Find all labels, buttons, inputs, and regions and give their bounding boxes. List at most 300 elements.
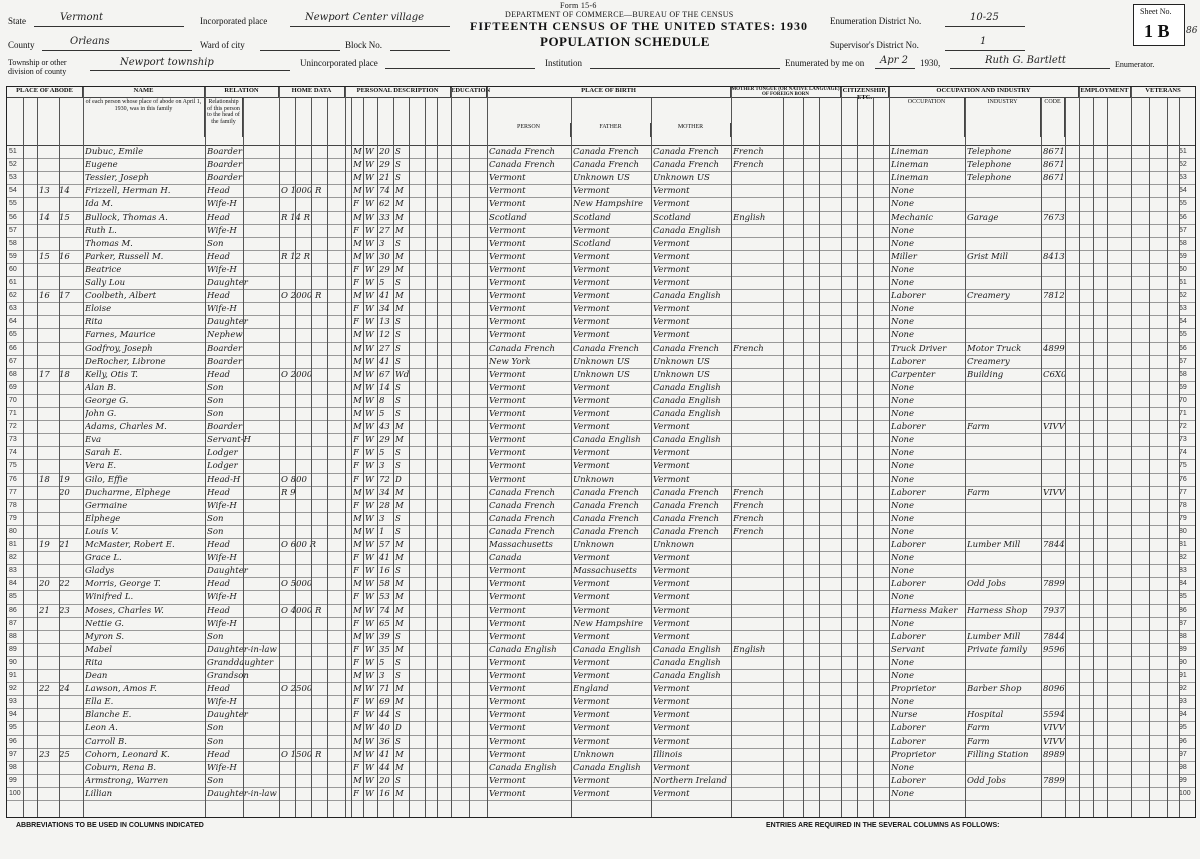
cell-mother: Vermont <box>653 579 690 590</box>
cell-rel: Head <box>207 251 230 262</box>
cell-sex: F <box>353 697 359 708</box>
cell-birth: Vermont <box>489 605 526 616</box>
county-label: County <box>8 40 35 50</box>
cell-n: 69 <box>9 383 17 391</box>
cell-birth: Vermont <box>489 395 526 406</box>
column-divider <box>437 98 438 817</box>
cell-dw <box>39 487 57 499</box>
cell-tongue <box>733 474 783 486</box>
cell-code: 7937 <box>1043 605 1065 616</box>
cell-home <box>281 644 343 656</box>
table-row <box>7 251 1195 264</box>
department-line: DEPARTMENT OF COMMERCE—BUREAU OF THE CENSUS <box>505 10 734 19</box>
cell-age: 39 <box>379 631 390 642</box>
cell-ind: Building <box>967 369 1004 380</box>
group-home-data: HOME DATA <box>279 87 345 98</box>
cell-name: John G. <box>85 409 117 419</box>
cell-tongue <box>733 709 783 721</box>
cell-sex: M <box>353 605 362 616</box>
cell-sex: M <box>353 684 362 695</box>
cell-sex: M <box>353 395 362 406</box>
table-row <box>7 670 1195 683</box>
cell-dw <box>39 421 57 433</box>
cell-rel: Son <box>207 723 224 734</box>
cell-home <box>281 631 343 643</box>
cell-code <box>1043 788 1079 800</box>
cell-age: 43 <box>379 422 390 433</box>
cell-n: 71 <box>9 410 17 417</box>
cell-name: Coolbeth, Albert <box>85 291 157 302</box>
group-name: NAME <box>83 87 205 98</box>
cell-tongue <box>733 565 783 577</box>
cell-age: 33 <box>379 212 390 223</box>
column-divider <box>377 98 378 817</box>
cell-age: 41 <box>379 749 390 760</box>
cell-father: Vermont <box>573 278 610 288</box>
cell-code: 7844 <box>1043 540 1065 550</box>
cell-fam <box>59 146 77 158</box>
cell-mother: Vermont <box>653 330 690 341</box>
cell-tongue <box>733 788 783 800</box>
column-divider <box>1131 87 1132 817</box>
cell-birth: Vermont <box>489 566 526 577</box>
cell-rel: Son <box>207 513 224 524</box>
cell-occ: Lineman <box>891 147 929 157</box>
cell-n: 88 <box>9 632 17 640</box>
cell-race: W <box>365 566 374 577</box>
form-number: Form 15-6 <box>560 1 597 10</box>
cell-sex: F <box>353 500 359 511</box>
cell-dw <box>39 408 57 420</box>
cell-home: O 5000 <box>281 579 313 590</box>
cell-age: 27 <box>379 225 390 236</box>
column-divider <box>819 98 820 817</box>
table-row <box>7 277 1195 290</box>
cell-tongue <box>733 290 783 302</box>
cell-race: W <box>365 160 374 171</box>
cell-tongue <box>733 762 783 774</box>
cell-sex: M <box>353 526 362 537</box>
cell-father: Unknown <box>573 749 615 760</box>
cell-dw <box>39 395 57 407</box>
cell-sex: M <box>353 160 362 171</box>
column-divider <box>1149 98 1150 817</box>
cell-occ: None <box>891 566 915 577</box>
cell-home <box>281 277 343 289</box>
cell-n-right: 78 <box>1179 501 1187 509</box>
cell-sex: F <box>353 474 359 485</box>
table-row <box>7 238 1195 251</box>
cell-home <box>281 421 343 433</box>
cell-tongue <box>733 618 783 630</box>
cell-ms: S <box>395 775 401 786</box>
cell-mother: Vermont <box>653 592 690 603</box>
cell-race: W <box>365 671 374 681</box>
cell-birth: Canada <box>489 553 522 564</box>
cell-code: 8413 <box>1043 251 1065 262</box>
county-value: Orleans <box>70 36 110 47</box>
sheet-number-box <box>1133 4 1185 46</box>
cell-ms: S <box>395 710 401 721</box>
cell-code <box>1043 762 1079 774</box>
cell-mother: Vermont <box>653 474 690 485</box>
cell-name: Louis V. <box>85 526 119 537</box>
cell-dw: 16 <box>39 291 50 302</box>
cell-rel: Wife-H <box>207 225 237 236</box>
table-row <box>7 657 1195 670</box>
table-row <box>7 447 1195 460</box>
cell-mother: Canada English <box>653 657 721 668</box>
column-divider <box>363 98 364 817</box>
cell-n-right: 67 <box>1179 357 1187 365</box>
cell-n: 86 <box>9 606 17 614</box>
cell-home <box>281 447 343 459</box>
cell-rel: Wife-H <box>207 553 237 564</box>
cell-code <box>1043 552 1079 564</box>
cell-sex: M <box>353 749 362 760</box>
column-number-row <box>7 137 1195 146</box>
cell-ms: S <box>395 278 401 288</box>
cell-race: W <box>365 657 374 668</box>
cell-name: Parker, Russell M. <box>85 251 164 262</box>
cell-age: 35 <box>379 644 390 655</box>
cell-tongue <box>733 225 783 237</box>
table-row <box>7 146 1195 159</box>
cell-mother: Vermont <box>653 264 690 275</box>
cell-mother: Vermont <box>653 304 690 315</box>
cell-ind: Private family <box>967 644 1028 655</box>
cell-rel: Son <box>207 775 224 786</box>
cell-sex: M <box>353 147 362 157</box>
group-citizenship: CITIZENSHIP, ETC. <box>841 87 889 98</box>
cell-dw <box>39 591 57 603</box>
cell-fam: 14 <box>59 186 70 197</box>
state-value: Vermont <box>60 12 103 23</box>
cell-home: O 1500 R <box>281 749 322 760</box>
cell-occ: Mechanic <box>891 212 933 223</box>
cell-occ: None <box>891 697 915 708</box>
cell-occ: None <box>891 592 915 603</box>
cell-age: 40 <box>379 723 390 734</box>
cell-fam <box>59 434 77 446</box>
cell-ind <box>967 460 1041 472</box>
cell-father: Unknown US <box>573 356 630 367</box>
cell-age: 53 <box>379 592 390 603</box>
cell-sex: F <box>353 566 359 577</box>
cell-tongue <box>733 460 783 472</box>
cell-fam <box>59 644 77 656</box>
cell-sex: F <box>353 592 359 603</box>
cell-fam <box>59 657 77 669</box>
cell-birth: Canada French <box>489 147 556 157</box>
cell-rel: Boarder <box>207 356 243 367</box>
cell-code <box>1043 277 1079 289</box>
cell-dw <box>39 565 57 577</box>
column-divider <box>311 98 312 817</box>
cell-ind <box>967 329 1041 341</box>
cell-occ: None <box>891 186 915 197</box>
cell-ind: Odd Jobs <box>967 579 1006 590</box>
cell-dw <box>39 631 57 643</box>
cell-ind <box>967 434 1041 446</box>
cell-name: Kelly, Otis T. <box>85 369 138 380</box>
cell-birth: Vermont <box>489 304 526 315</box>
cell-fam <box>59 696 77 708</box>
cell-mother: Vermont <box>653 788 690 799</box>
table-row <box>7 225 1195 238</box>
cell-n-right: 63 <box>1179 305 1187 313</box>
enum-district-value: 10-25 <box>970 12 999 23</box>
cell-name: Eloise <box>85 304 112 315</box>
cell-ms: S <box>395 513 401 524</box>
enumerated-year: 1930, <box>920 58 941 68</box>
cell-n-right: 65 <box>1179 331 1187 339</box>
table-row <box>7 329 1195 342</box>
cell-ind: Harness Shop <box>967 605 1028 616</box>
cell-occ: Lineman <box>891 173 929 184</box>
cell-name: George G. <box>85 395 129 406</box>
cell-n-right: 57 <box>1179 226 1187 234</box>
cell-fam <box>59 631 77 643</box>
table-row <box>7 487 1195 500</box>
cell-dw <box>39 460 57 472</box>
table-row <box>7 788 1195 801</box>
cell-rel: Servant-H <box>207 435 251 446</box>
cell-age: 34 <box>379 304 390 315</box>
cell-ms: S <box>395 147 401 157</box>
cell-ind <box>967 618 1041 630</box>
table-row <box>7 500 1195 513</box>
column-divider <box>571 98 572 817</box>
cell-mother: Vermont <box>653 697 690 708</box>
cell-ms: S <box>395 356 401 367</box>
table-row <box>7 408 1195 421</box>
cell-n: 96 <box>9 737 17 745</box>
cell-name: Ducharme, Elphege <box>85 487 171 498</box>
cell-code <box>1043 434 1079 446</box>
cell-occ: Servant <box>891 644 925 655</box>
cell-n-right: 55 <box>1179 200 1187 208</box>
cell-ind <box>967 264 1041 276</box>
cell-rel: Head <box>207 291 230 302</box>
cell-ms: S <box>395 238 401 249</box>
cell-birth: Vermont <box>489 435 526 446</box>
cell-race: W <box>365 186 374 197</box>
cell-fam <box>59 421 77 433</box>
cell-tongue <box>733 670 783 682</box>
cell-n-right: 68 <box>1179 370 1187 378</box>
cell-ms: M <box>395 500 404 511</box>
column-divider <box>279 87 280 817</box>
cell-ind: Telephone <box>967 160 1012 171</box>
cell-home: R 12 R <box>281 251 311 262</box>
cell-tongue <box>733 264 783 276</box>
cell-birth: Vermont <box>489 173 526 184</box>
cell-occ: Laborer <box>891 736 926 747</box>
cell-code <box>1043 329 1079 341</box>
cell-ms: M <box>395 291 404 302</box>
column-divider <box>83 87 84 817</box>
cell-name: Dubuc, Emile <box>85 147 144 157</box>
cell-sex: F <box>353 788 359 799</box>
cell-fam <box>59 460 77 472</box>
cell-age: 5 <box>379 448 385 459</box>
cell-father: Canada French <box>573 343 640 354</box>
cell-home <box>281 775 343 787</box>
cell-rel: Son <box>207 631 224 642</box>
cell-father: Vermont <box>573 422 610 433</box>
cell-ms: M <box>395 788 404 799</box>
cell-sex: F <box>353 304 359 315</box>
cell-age: 74 <box>379 186 390 197</box>
group-relation: RELATION <box>205 87 279 98</box>
cell-n: 52 <box>9 161 17 169</box>
table-row <box>7 565 1195 578</box>
cell-mother: Vermont <box>653 461 690 472</box>
column-divider <box>841 87 842 817</box>
cell-home: R 14 R <box>281 212 311 223</box>
cell-home: O 2000 <box>281 369 313 380</box>
cell-n-right: 84 <box>1179 580 1187 588</box>
cell-age: 29 <box>379 264 390 275</box>
cell-ms: M <box>395 540 404 550</box>
cell-name: Beatrice <box>85 264 122 275</box>
cell-dw <box>39 736 57 748</box>
cell-fam: 16 <box>59 251 70 262</box>
cell-fam <box>59 513 77 525</box>
cell-father: Canada French <box>573 160 640 171</box>
cell-code <box>1043 198 1079 210</box>
cell-rel: Boarder <box>207 422 243 433</box>
cell-father: Vermont <box>573 710 610 721</box>
cell-rel: Son <box>207 736 224 747</box>
cell-n-right: 89 <box>1179 645 1187 653</box>
cell-tongue <box>733 303 783 315</box>
cell-mother: Vermont <box>653 553 690 564</box>
cell-sex: M <box>353 369 362 380</box>
cell-birth: Vermont <box>489 618 526 629</box>
cell-ind: Creamery <box>967 291 1010 302</box>
cell-ms: M <box>395 605 404 616</box>
cell-n-right: 51 <box>1179 148 1187 155</box>
cell-mother: Canada English <box>653 291 721 302</box>
cell-n: 76 <box>9 475 17 483</box>
cell-age: 62 <box>379 199 390 210</box>
cell-name: Adams, Charles M. <box>85 422 167 433</box>
cell-sex: F <box>353 644 359 655</box>
cell-birth: Vermont <box>489 422 526 433</box>
cell-race: W <box>365 684 374 695</box>
cell-race: W <box>365 238 374 249</box>
col-name-header: of each person whose place of abode on April 1, 1930, was in this family <box>83 98 205 137</box>
cell-name: Lillian <box>85 788 113 799</box>
cell-name: Morris, George T. <box>85 579 161 590</box>
cell-sex: M <box>353 409 362 419</box>
cell-ind <box>967 408 1041 420</box>
cell-home: O 2500 <box>281 684 313 695</box>
cell-race: W <box>365 422 374 433</box>
cell-sex: M <box>353 330 362 341</box>
cell-ind: Garage <box>967 212 999 223</box>
cell-race: W <box>365 500 374 511</box>
cell-home <box>281 788 343 800</box>
cell-age: 58 <box>379 579 390 590</box>
table-row <box>7 591 1195 604</box>
cell-name: Moses, Charles W. <box>85 605 164 616</box>
cell-age: 3 <box>379 671 385 681</box>
cell-home <box>281 356 343 368</box>
cell-father: Vermont <box>573 775 610 786</box>
cell-race: W <box>365 788 374 799</box>
cell-birth: Vermont <box>489 736 526 747</box>
cell-rel: Boarder <box>207 147 243 157</box>
cell-rel: Grandson <box>207 671 249 681</box>
cell-race: W <box>365 317 374 328</box>
cell-tongue <box>733 434 783 446</box>
column-divider <box>409 98 410 817</box>
cell-tongue <box>733 356 783 368</box>
cell-birth: Vermont <box>489 723 526 734</box>
cell-father: Canada French <box>573 513 640 524</box>
cell-n-right: 52 <box>1179 161 1187 169</box>
cell-fam: 18 <box>59 369 70 380</box>
cell-rel: Boarder <box>207 160 243 171</box>
cell-name: Grace L. <box>85 553 122 564</box>
cell-ind <box>967 657 1041 669</box>
cell-ms: M <box>395 487 404 498</box>
cell-mother: Canada French <box>653 513 720 524</box>
cell-fam <box>59 526 77 538</box>
cell-sex: F <box>353 762 359 773</box>
cell-father: Scotland <box>573 238 611 249</box>
cell-code: 7899 <box>1043 579 1065 590</box>
cell-race: W <box>365 605 374 616</box>
cell-fam <box>59 670 77 682</box>
cell-ms: M <box>395 199 404 210</box>
cell-n: 85 <box>9 593 17 601</box>
cell-father: Vermont <box>573 736 610 747</box>
cell-mother: Canada French <box>653 500 720 511</box>
column-divider <box>487 87 488 817</box>
cell-n: 73 <box>9 436 17 444</box>
cell-ms: M <box>395 212 404 223</box>
cell-race: W <box>365 631 374 642</box>
cell-father: Vermont <box>573 592 610 603</box>
cell-fam: 24 <box>59 684 70 695</box>
cell-rel: Head <box>207 749 230 760</box>
cell-n: 51 <box>9 148 17 155</box>
column-divider <box>425 98 426 817</box>
cell-home <box>281 198 343 210</box>
cell-rel: Son <box>207 382 224 393</box>
cell-name: Cohorn, Leonard K. <box>85 749 170 760</box>
cell-occ: Miller <box>891 251 917 262</box>
cell-father: Vermont <box>573 264 610 275</box>
cell-tongue <box>733 251 783 263</box>
table-row <box>7 474 1195 487</box>
cell-age: 16 <box>379 788 390 799</box>
cell-rel: Boarder <box>207 173 243 184</box>
column-divider <box>1167 98 1168 817</box>
cell-father: Vermont <box>573 605 610 616</box>
cell-occ: None <box>891 238 915 249</box>
cell-rel: Lodger <box>207 448 238 459</box>
cell-birth: Vermont <box>489 264 526 275</box>
cell-name: Blanche E. <box>85 710 132 721</box>
cell-father: New Hampshire <box>573 618 644 629</box>
cell-dw <box>39 670 57 682</box>
cell-rel: Head <box>207 487 230 498</box>
